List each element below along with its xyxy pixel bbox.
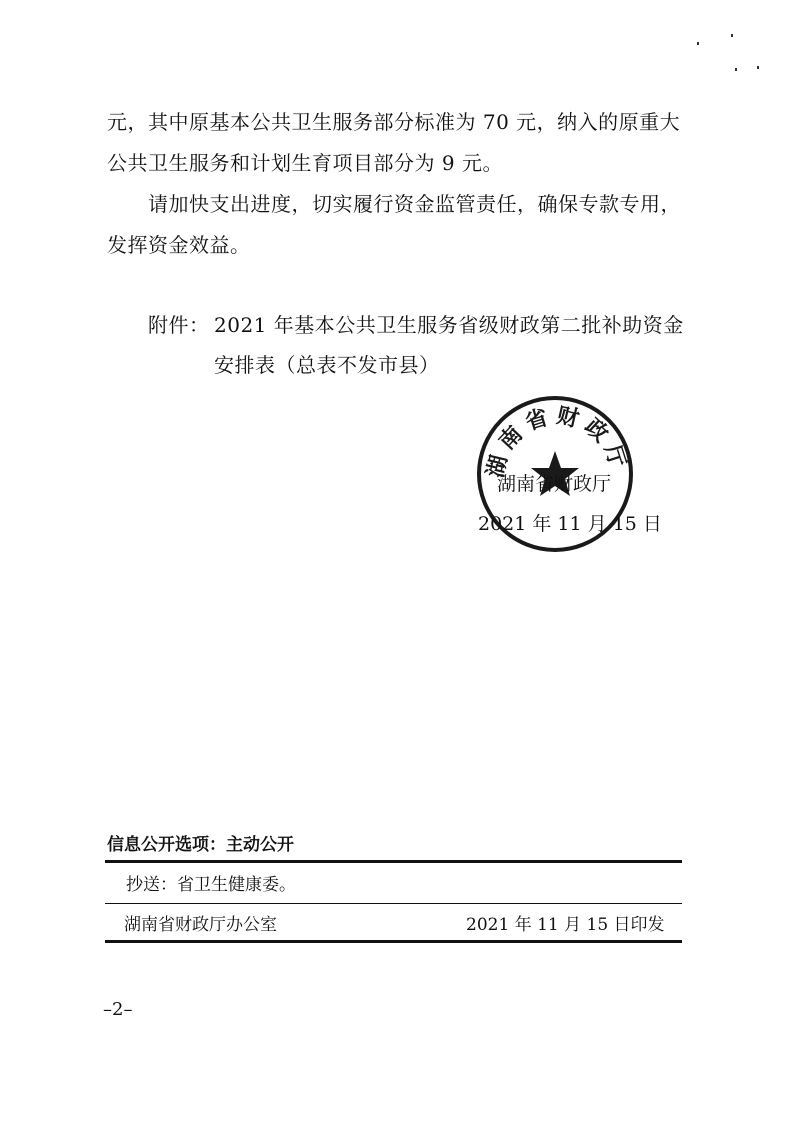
issue-date: 2021 年 11 月 15 日 xyxy=(478,513,662,535)
footer-rule-middle xyxy=(105,903,682,904)
attachment-line2: 安排表（总表不发市县） xyxy=(214,353,440,377)
footer-rule-top xyxy=(105,860,682,863)
printing-date: 2021 年 11 月 15 日印发 xyxy=(466,915,665,935)
issuing-office: 湖南省财政厅办公室 xyxy=(124,915,277,935)
disclosure-option: 信息公开选项：主动公开 xyxy=(107,835,294,855)
paragraph1-line2: 公共卫生服务和计划生育项目部分为 9 元。 xyxy=(107,151,503,175)
attachment-label: 附件： xyxy=(148,313,210,337)
paragraph2-line1: 请加快支出进度，切实履行资金监管责任，确保专款专用， xyxy=(148,192,681,216)
issuer-name: 湖南省财政厅 xyxy=(497,473,612,495)
paragraph1-line1: 元，其中原基本公共卫生服务部分标准为 70 元，纳入的原重大 xyxy=(107,110,681,134)
attachment-line1: 2021 年基本公共卫生服务省级财政第二批补助资金 xyxy=(214,313,684,337)
page-number: –2– xyxy=(103,999,133,1020)
footer-rule-bottom xyxy=(105,940,682,943)
seal-arc-text: 湖南省财政厅 xyxy=(483,403,632,481)
cc-line: 抄送：省卫生健康委。 xyxy=(126,875,296,895)
paragraph2-line2: 发挥资金效益。 xyxy=(107,233,251,257)
